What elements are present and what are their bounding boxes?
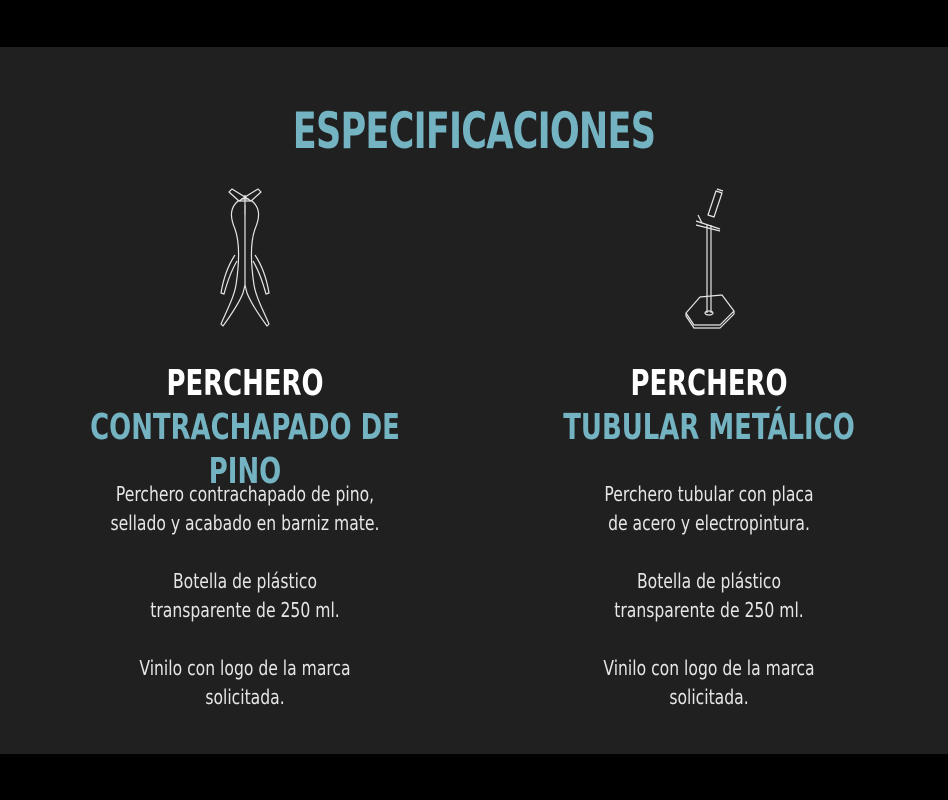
description-paragraph — [54, 654, 436, 712]
heading-line-2: CONTRACHAPADO DE PINO — [90, 407, 400, 492]
wooden-coat-rack-icon — [205, 185, 285, 330]
description-paragraph — [510, 480, 908, 538]
description-line: transparente de 250 ml. — [150, 598, 340, 622]
product-column-metal — [474, 0, 948, 800]
heading-line-2: TUBULAR METÁLICO — [563, 407, 855, 448]
heading-line-1: PERCHERO — [630, 363, 788, 404]
heading-line-1: PERCHERO — [166, 363, 324, 404]
metal-coat-rack-icon — [672, 185, 752, 330]
description-paragraph — [54, 480, 436, 538]
description-line: sellado y acabado en barniz mate. — [110, 511, 380, 535]
description-line: solicitada. — [669, 685, 749, 709]
description-line: Vinilo con logo de la marca — [603, 656, 815, 680]
page-title: ESPECIFICACIONES — [292, 102, 656, 160]
product-heading-wood — [69, 362, 422, 494]
description-line: de acero y electropintura. — [608, 511, 810, 535]
product-description-wood — [54, 480, 436, 741]
description-line: Vinilo con logo de la marca — [139, 656, 351, 680]
description-line: solicitada. — [205, 685, 285, 709]
description-line: Botella de plástico — [636, 569, 782, 593]
product-description-metal — [510, 480, 908, 741]
product-heading-metal — [533, 362, 886, 450]
description-line: Perchero tubular con placa — [604, 482, 814, 506]
description-paragraph — [510, 567, 908, 625]
description-paragraph — [510, 654, 908, 712]
description-line: transparente de 250 ml. — [614, 598, 804, 622]
description-line: Botella de plástico — [172, 569, 318, 593]
description-line: Perchero contrachapado de pino, — [115, 482, 375, 506]
description-paragraph — [54, 567, 436, 625]
